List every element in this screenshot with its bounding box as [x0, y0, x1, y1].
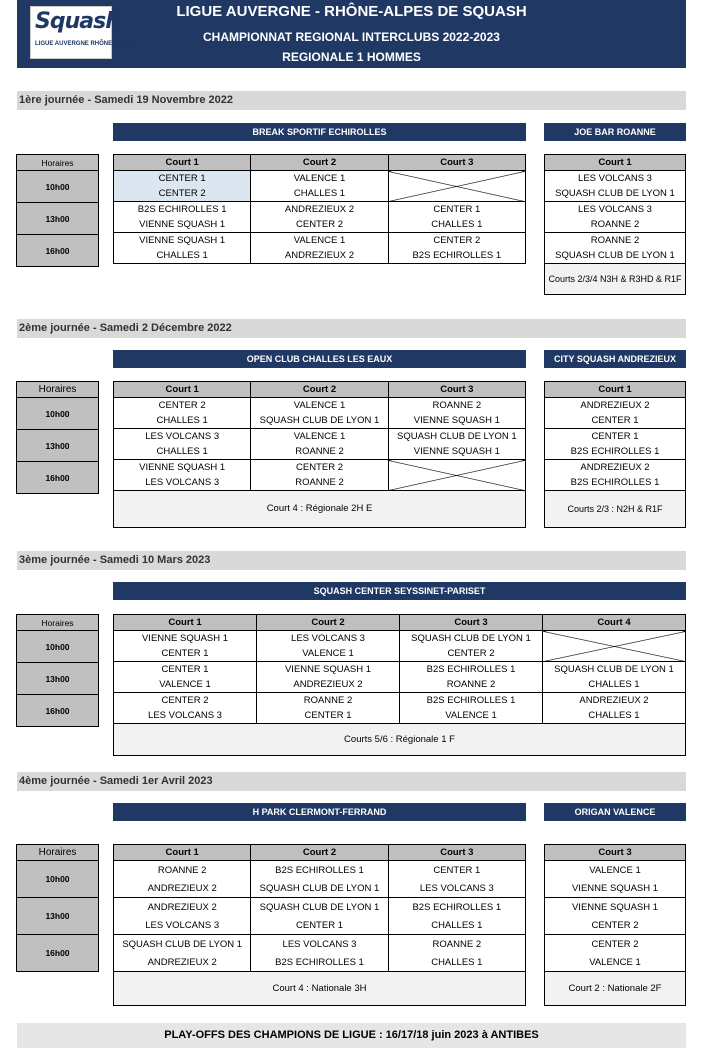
match-team: CHALLES 1: [114, 444, 251, 460]
match-team: B2S ECHIROLLES 1: [400, 662, 543, 678]
court-header: Court 2: [257, 615, 400, 631]
match-team: LES VOLCANS 3: [545, 202, 686, 218]
day-2-venue-side: CITY SQUASH ANDREZIEUX: [544, 350, 686, 368]
playoffs-banner: PLAY-OFFS DES CHAMPIONS DE LIGUE : 16/17/18 juin 2023 à ANTIBES: [17, 1023, 686, 1048]
court-header: Court 1: [114, 845, 251, 861]
match-team: ANDREZIEUX 2: [545, 460, 686, 476]
court-header: Court 2: [251, 845, 388, 861]
match-team: SQUASH CLUB DE LYON 1: [251, 898, 388, 917]
court-header: Court 4: [543, 615, 686, 631]
logo-text: Squash: [35, 9, 120, 34]
court-header: Court 2: [251, 155, 388, 171]
match-team: LES VOLCANS 3: [545, 171, 686, 187]
match-team: B2S ECHIROLLES 1: [114, 202, 251, 218]
match-team: CENTER 1: [257, 708, 400, 724]
day-3-venue-main: SQUASH CENTER SEYSSINET-PARISET: [113, 582, 686, 600]
match-team: VIENNE SQUASH 1: [388, 413, 525, 429]
match-team: ROANNE 2: [257, 693, 400, 709]
match-team: ANDREZIEUX 2: [543, 693, 686, 709]
horaires-label: Horaires: [17, 615, 99, 631]
day-4-venue-main: H PARK CLERMONT-FERRAND: [113, 803, 526, 821]
court-header: Court 1: [114, 155, 251, 171]
match-team: VIENNE SQUASH 1: [388, 444, 525, 460]
match-team: ANDREZIEUX 2: [114, 898, 251, 917]
day-1-venue-side: JOE BAR ROANNE: [544, 123, 686, 141]
time-slot: 16h00: [17, 235, 99, 267]
match-team: CENTER 1: [114, 171, 251, 187]
time-slot: 10h00: [17, 171, 99, 203]
court-header: Court 3: [400, 615, 543, 631]
time-slot: 10h00: [17, 861, 99, 898]
court-header: Court 3: [388, 155, 525, 171]
day-3-heading: 3ème journée - Samedi 10 Mars 2023: [17, 551, 686, 570]
match-team: LES VOLCANS 3: [388, 879, 525, 898]
match-team: CENTER 1: [388, 202, 525, 218]
time-slot: 10h00: [17, 398, 99, 430]
match-team: ROANNE 2: [388, 935, 525, 954]
match-team: CENTER 1: [251, 916, 388, 935]
match-team: ANDREZIEUX 2: [114, 879, 251, 898]
match-team: CHALLES 1: [543, 677, 686, 693]
match-team: ANDREZIEUX 2: [257, 677, 400, 693]
match-team: CENTER 2: [114, 398, 251, 414]
match-team: VALENCE 1: [251, 429, 388, 445]
league-logo: [30, 6, 135, 59]
match-team: B2S ECHIROLLES 1: [388, 248, 525, 264]
main-note: Courts 5/6 : Régionale 1 F: [114, 724, 686, 756]
match-team: B2S ECHIROLLES 1: [545, 475, 686, 491]
side-note: Courts 2/3 : N2H & R1F: [545, 491, 686, 528]
time-slot: 16h00: [17, 935, 99, 972]
match-team: CENTER 2: [545, 916, 686, 935]
match-team: CHALLES 1: [543, 708, 686, 724]
side-note: Court 2 : Nationale 2F: [545, 972, 686, 1006]
match-team: VIENNE SQUASH 1: [114, 460, 251, 476]
header-division: REGIONALE 1 HOMMES: [282, 50, 421, 64]
match-team: LES VOLCANS 3: [114, 916, 251, 935]
horaires-label: Horaires: [17, 155, 99, 171]
day-2-side-table: [544, 381, 686, 528]
match-team: CHALLES 1: [388, 217, 525, 233]
logo-subtext: LIGUE AUVERGNE RHÔNE-ALPES: [35, 41, 135, 47]
match-team: CENTER 2: [251, 217, 388, 233]
match-team: CENTER 2: [388, 233, 525, 249]
match-team: VALENCE 1: [251, 398, 388, 414]
court-header: Court 3: [545, 845, 686, 861]
match-team: B2S ECHIROLLES 1: [251, 953, 388, 972]
match-team: ANDREZIEUX 2: [251, 248, 388, 264]
horaires-label: Horaires: [17, 845, 99, 861]
match-team: CENTER 1: [114, 662, 257, 678]
day-2-time-column: [16, 381, 99, 494]
match-team: CHALLES 1: [388, 953, 525, 972]
match-team: ROANNE 2: [545, 217, 686, 233]
day-1-time-column: [16, 154, 99, 267]
match-team: ROANNE 2: [545, 233, 686, 249]
court-header: Court 3: [388, 382, 525, 398]
side-note: Courts 2/3/4 N3H & R3HD & R1F: [545, 264, 686, 295]
match-team: SQUASH CLUB DE LYON 1: [545, 186, 686, 202]
match-team: VALENCE 1: [545, 953, 686, 972]
match-team: CENTER 1: [545, 429, 686, 445]
match-team: SQUASH CLUB DE LYON 1: [251, 879, 388, 898]
match-team: B2S ECHIROLLES 1: [400, 693, 543, 709]
match-team: ROANNE 2: [251, 475, 388, 491]
day-4-side-table: [544, 844, 686, 1006]
day-1-side-table: [544, 154, 686, 295]
day-4-heading: 4ème journée - Samedi 1er Avril 2023: [17, 772, 686, 791]
match-team: CHALLES 1: [251, 186, 388, 202]
day-4-venue-side: ORIGAN VALENCE: [544, 803, 686, 821]
match-team: ANDREZIEUX 2: [251, 202, 388, 218]
match-team: LES VOLCANS 3: [251, 935, 388, 954]
time-slot: 13h00: [17, 663, 99, 695]
match-team: ANDREZIEUX 2: [114, 953, 251, 972]
match-team: VIENNE SQUASH 1: [114, 217, 251, 233]
court-header: Court 1: [545, 382, 686, 398]
horaires-label: Horaires: [17, 382, 99, 398]
match-team: VIENNE SQUASH 1: [257, 662, 400, 678]
time-slot: 16h00: [17, 462, 99, 494]
day-2-main-table: [113, 381, 526, 528]
main-note: Court 4 : Nationale 3H: [114, 972, 526, 1006]
time-slot: 13h00: [17, 430, 99, 462]
match-team: CENTER 1: [388, 861, 525, 880]
match-team: SQUASH CLUB DE LYON 1: [543, 662, 686, 678]
match-team: VIENNE SQUASH 1: [114, 233, 251, 249]
match-team: VIENNE SQUASH 1: [114, 631, 257, 647]
match-team: B2S ECHIROLLES 1: [545, 444, 686, 460]
day-4-main-table: [113, 844, 526, 1006]
court-header: Court 2: [251, 382, 388, 398]
match-team: VIENNE SQUASH 1: [545, 879, 686, 898]
match-team: ROANNE 2: [114, 861, 251, 880]
match-team: LES VOLCANS 3: [114, 475, 251, 491]
day-3-time-column: [16, 614, 99, 727]
match-team: VALENCE 1: [400, 708, 543, 724]
match-team: LES VOLCANS 3: [114, 429, 251, 445]
match-team: SQUASH CLUB DE LYON 1: [251, 413, 388, 429]
court-header: Court 1: [114, 382, 251, 398]
match-team: CENTER 1: [114, 646, 257, 662]
match-team: VALENCE 1: [257, 646, 400, 662]
day-4-time-column: [16, 844, 99, 972]
time-slot: 10h00: [17, 631, 99, 663]
time-slot: 16h00: [17, 695, 99, 727]
empty-slot-cross: [543, 631, 686, 662]
day-1-venue-main: BREAK SPORTIF ECHIROLLES: [113, 123, 526, 141]
match-team: CENTER 2: [545, 935, 686, 954]
match-team: ANDREZIEUX 2: [545, 398, 686, 414]
day-2-heading: 2ème journée - Samedi 2 Décembre 2022: [17, 319, 686, 338]
header-subtitle: CHAMPIONNAT REGIONAL INTERCLUBS 2022-2023: [203, 30, 500, 44]
day-1-main-table: [113, 154, 526, 264]
match-team: VIENNE SQUASH 1: [545, 898, 686, 917]
match-team: VALENCE 1: [114, 677, 257, 693]
empty-slot-cross: [388, 460, 525, 491]
court-header: Court 3: [388, 845, 525, 861]
match-team: VALENCE 1: [251, 233, 388, 249]
match-team: CENTER 2: [400, 646, 543, 662]
match-team: SQUASH CLUB DE LYON 1: [400, 631, 543, 647]
header-title: LIGUE AUVERGNE - RHÔNE-ALPES DE SQUASH: [176, 3, 527, 20]
court-header: Court 1: [545, 155, 686, 171]
match-team: VALENCE 1: [545, 861, 686, 880]
match-team: SQUASH CLUB DE LYON 1: [114, 935, 251, 954]
match-team: CENTER 2: [114, 186, 251, 202]
day-3-main-table: [113, 614, 686, 756]
match-team: CENTER 2: [251, 460, 388, 476]
match-team: LES VOLCANS 3: [114, 708, 257, 724]
match-team: VALENCE 1: [251, 171, 388, 187]
court-header: Court 1: [114, 615, 257, 631]
time-slot: 13h00: [17, 898, 99, 935]
match-team: CHALLES 1: [388, 916, 525, 935]
match-team: CENTER 1: [545, 413, 686, 429]
match-team: CHALLES 1: [114, 248, 251, 264]
match-team: ROANNE 2: [400, 677, 543, 693]
day-1-heading: 1ère journée - Samedi 19 Novembre 2022: [17, 91, 686, 110]
empty-slot-cross: [388, 171, 525, 202]
match-team: ROANNE 2: [388, 398, 525, 414]
match-team: CENTER 2: [114, 693, 257, 709]
match-team: LES VOLCANS 3: [257, 631, 400, 647]
match-team: SQUASH CLUB DE LYON 1: [388, 429, 525, 445]
match-team: CHALLES 1: [114, 413, 251, 429]
match-team: ROANNE 2: [251, 444, 388, 460]
main-note: Court 4 : Régionale 2H E: [114, 491, 526, 528]
time-slot: 13h00: [17, 203, 99, 235]
match-team: B2S ECHIROLLES 1: [251, 861, 388, 880]
match-team: B2S ECHIROLLES 1: [388, 898, 525, 917]
day-2-venue-main: OPEN CLUB CHALLES LES EAUX: [113, 350, 526, 368]
match-team: SQUASH CLUB DE LYON 1: [545, 248, 686, 264]
